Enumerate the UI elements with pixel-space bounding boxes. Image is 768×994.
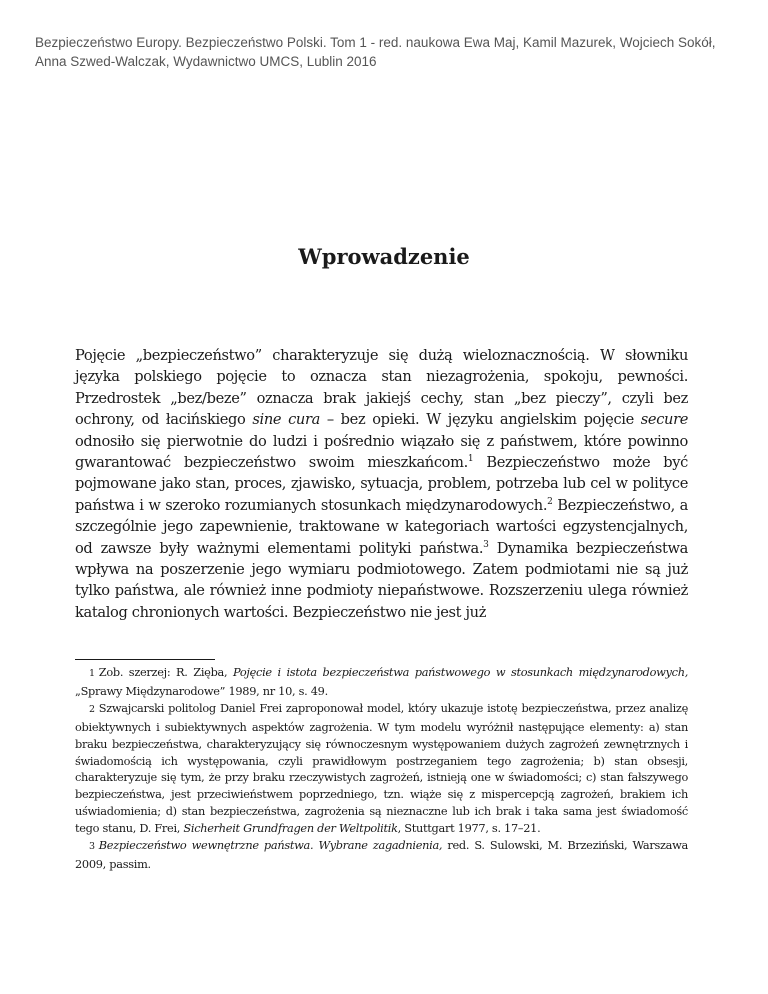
citation-header: Bezpieczeństwo Europy. Bezpieczeństwo Polski. Tom 1 - red. naukowa Ewa Maj, Kamil Mazurek, Wojciech Sokół, Anna Szwed-Walczak, Wydawnictwo UMCS, Lublin 2016 [35,35,716,69]
footnote-number: 3 [89,841,95,853]
footnote-ref-2[interactable]: 2 [547,496,553,507]
footnote-3 [75,837,688,873]
footnote-italic: Sicherheit Grundfragen der Weltpolitik [183,821,398,836]
footnote-1 [75,664,688,700]
body-text-segment: odnosiło się pierwotnie do ludzi i pośrednio wiązało się z państwem, które powinno gwarantować bezpieczeństwo swoim mieszkańcom. [75,432,688,472]
footnote-number: 1 [89,668,95,679]
body-text-segment: Bezpieczeństwo może być pojmowane jako stan, proces, zjawisko, sytuacja, problem, potrzeba lub cel w polityce państwa i w szeroko rozumianych stosunkach międzynarodowych. [75,454,688,514]
footnote-italic: Bezpieczeństwo wewnętrzne państwa. Wybrane zagadnienia, [98,838,443,853]
body-italic-term: sine cura [252,411,320,429]
body-paragraph [75,345,688,623]
body-text-segment: Dynamika bezpieczeństwa wpływa na poszerzenie jego wymiaru podmiotowego. Zatem podmiotami nie są już tylko państwa, ale również inne podmioty niepaństwowe. Rozszerzeniu ulega również katalog chronionych wartości. Bezpieczeństwo nie jest już [75,539,688,621]
footnote-text: Szwajcarski politolog Daniel Frei zaproponował model, który ukazuje istotę bezpieczeństwa, przez analizę obiektywnych i subiektywnych aspektów zagrożenia. W tym modelu wyróżnił następujące elementy: a) stan braku bezpieczeństwa, charakteryzujący się równoczesnym występowaniem dużych zagrożeń zewnętrznych i świadomością ich występowania, czyli prawidłowym postrzeganiem tego zagrożenia; b) stan obsesji, charakteryzuje się tym, że przy braku rzeczywistych zagrożeń, istnieją one w świadomości; c) stan fałszywego bezpieczeństwa, jest przeciwieństwem poprzedniego, tzn. wiąże się z mispercepcją zagrożeń, brakiem ich uświadomienia; d) stan bezpieczeństwa, zagrożenia są nieznaczne lub ich brak i taka sama jest świadomość tego stanu, D. Frei, [75,700,688,836]
footnote-text: , Stuttgart 1977, s. 17–21. [397,821,541,836]
body-text-segment: Pojęcie „bezpieczeństwo” charakteryzuje się dużą wieloznacznością. W słowniku języka polskiego pojęcie to oznacza stan niezagrożenia, spokoju, pewności. Przedrostek „bez/beze” oznacza brak jakiejś cechy, stan „bez pieczy”, czyli bez ochrony, od łacińskiego [75,347,688,429]
body-italic-term: secure [640,411,689,429]
footnote-italic: Pojęcie i istota bezpieczeństwa państwowego w stosunkach międzynarodowych, [232,665,689,679]
footnote-2 [75,700,688,837]
footnote-divider [75,659,215,660]
chapter-title: Wprowadzenie [298,244,470,269]
footnote-number: 2 [89,703,95,715]
body-text-segment: – bez opieki. W języku angielskim pojęcie [319,411,641,429]
footnote-text: „Sprawy Międzynarodowe” 1989, nr 10, s. 49. [75,683,328,698]
footnote-ref-3[interactable]: 3 [483,539,489,550]
footnotes [75,664,688,873]
footnote-ref-1[interactable]: 1 [467,454,474,465]
footnote-text: Zob. szerzej: R. Zięba, [98,665,233,679]
body-text-segment: Bezpieczeństwo, a szczególnie jego zapewnienie, traktowane w kategoriach wartości egzystencjalnych, od zawsze były ważnymi elementami polityki państwa. [75,496,688,557]
footnote-text: red. S. Sulowski, M. Brzeziński, Warszawa 2009, passim. [75,838,688,871]
